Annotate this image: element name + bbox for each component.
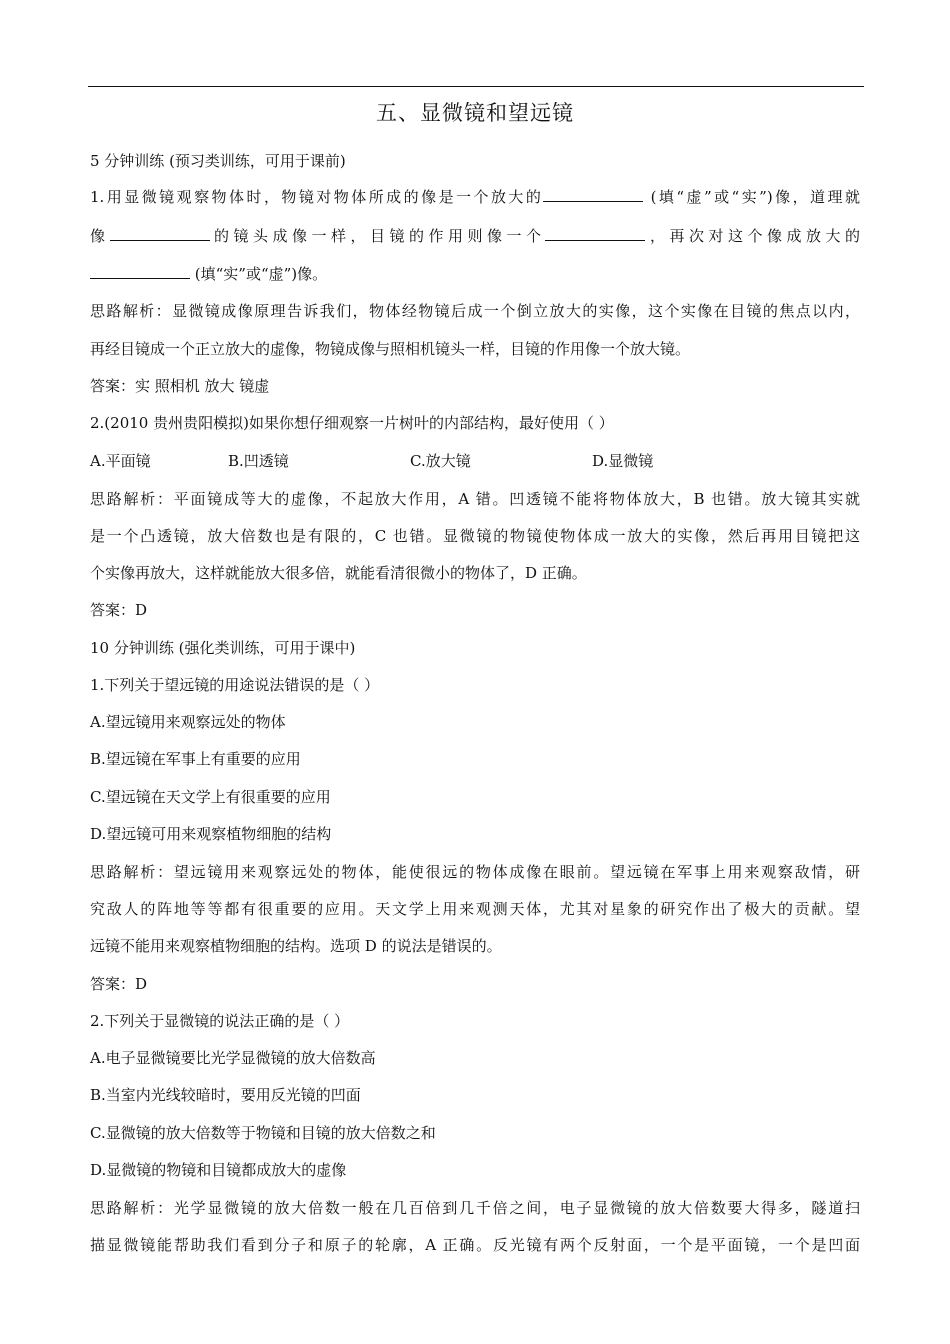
q1-line3 <box>90 264 327 284</box>
explanation-line: 思路解析：望远镜用来观察远处的物体，能使很远的物体成像在眼前。望远镜在军事上用来观察敌情，研 <box>90 863 860 881</box>
option-a: A.电子显微镜要比光学显微镜的放大倍数高 <box>90 1049 376 1067</box>
section-header-10min: 10 分钟训练 (强化类训练，可用于课中) <box>90 639 356 657</box>
option-c: C.显微镜的放大倍数等于物镜和目镜的放大倍数之和 <box>90 1124 436 1142</box>
option-b: B.望远镜在军事上有重要的应用 <box>90 750 301 768</box>
q1-text: 1.用显微镜观察物体时，物镜对物体所成的像是一个放大的 <box>90 188 544 206</box>
fill-blank[interactable] <box>110 226 210 241</box>
q1-line1 <box>90 187 860 207</box>
option-c: C.望远镜在天文学上有很重要的应用 <box>90 788 331 806</box>
explanation-line: 描显微镜能帮助我们看到分子和原子的轮廓，A 正确。反光镜有两个反射面，一个是平面镜，一个是凹面 <box>90 1236 860 1254</box>
explanation-line: 思路解析：显微镜成像原理告诉我们，物体经物镜后成一个倒立放大的实像，这个实像在目镜的焦点以内， <box>90 302 860 320</box>
option-b: B.当室内光线较暗时，要用反光镜的凹面 <box>90 1086 361 1104</box>
option-c: C.放大镜 <box>410 452 471 470</box>
q1-text: 的镜头成像一样，目镜的作用则像一个 <box>209 227 546 245</box>
option-a: A.望远镜用来观察远处的物体 <box>90 713 286 731</box>
fill-blank[interactable] <box>543 187 643 202</box>
answer-line: 答案：实 照相机 放大 镜虚 <box>90 377 270 395</box>
q1-text: (填“实”或“虚”)像。 <box>190 265 328 283</box>
explanation-line: 再经目镜成一个正立放大的虚像，物镜成像与照相机镜头一样，目镜的作用像一个放大镜。 <box>90 340 691 358</box>
explanation-line: 个实像再放大，这样就能放大很多倍，就能看清很微小的物体了，D 正确。 <box>90 564 587 582</box>
answer-line: 答案：D <box>90 975 148 993</box>
q1-text: ，再次对这个像成放大的 <box>645 227 860 245</box>
question-stem: 2.(2010 贵州贵阳模拟)如果你想仔细观察一片树叶的内部结构，最好使用（ ） <box>90 414 614 432</box>
option-a: A.平面镜 <box>90 452 151 470</box>
explanation-line: 是一个凸透镜，放大倍数也是有限的，C 也错。显微镜的物镜使物体成一放大的实像，然后再用目镜把这 <box>90 527 860 545</box>
q1-text: (填“虚”或“实”)像，道理就 <box>643 188 860 206</box>
fill-blank[interactable] <box>90 264 190 279</box>
page-title: 五、显微镜和望远镜 <box>376 101 574 125</box>
q1-text: 像 <box>90 227 110 245</box>
option-d: D.显微镜 <box>592 452 654 470</box>
explanation-line: 究敌人的阵地等等都有很重要的应用。天文学上用来观测天体，尤其对星象的研究作出了极大的贡献。望 <box>90 900 860 918</box>
question-stem: 1.下列关于望远镜的用途说法错误的是（ ） <box>90 676 380 694</box>
answer-line: 答案：D <box>90 601 148 619</box>
explanation-line: 思路解析：平面镜成等大的虚像，不起放大作用，A 错。凹透镜不能将物体放大，B 也错。放大镜其实就 <box>90 490 860 508</box>
q1-line2 <box>90 226 860 246</box>
option-d: D.望远镜可用来观察植物细胞的结构 <box>90 825 332 843</box>
option-b: B.凹透镜 <box>228 452 289 470</box>
option-d: D.显微镜的物镜和目镜都成放大的虚像 <box>90 1161 347 1179</box>
question-stem: 2.下列关于显微镜的说法正确的是（ ） <box>90 1012 350 1030</box>
section-header-5min: 5 分钟训练 (预习类训练，可用于课前) <box>90 152 346 170</box>
explanation-line: 思路解析：光学显微镜的放大倍数一般在几百倍到几千倍之间，电子显微镜的放大倍数要大得多，隧道扫 <box>90 1199 860 1217</box>
header-rule <box>88 86 864 87</box>
explanation-line: 远镜不能用来观察植物细胞的结构。选项 D 的说法是错误的。 <box>90 937 502 955</box>
fill-blank[interactable] <box>545 226 645 241</box>
